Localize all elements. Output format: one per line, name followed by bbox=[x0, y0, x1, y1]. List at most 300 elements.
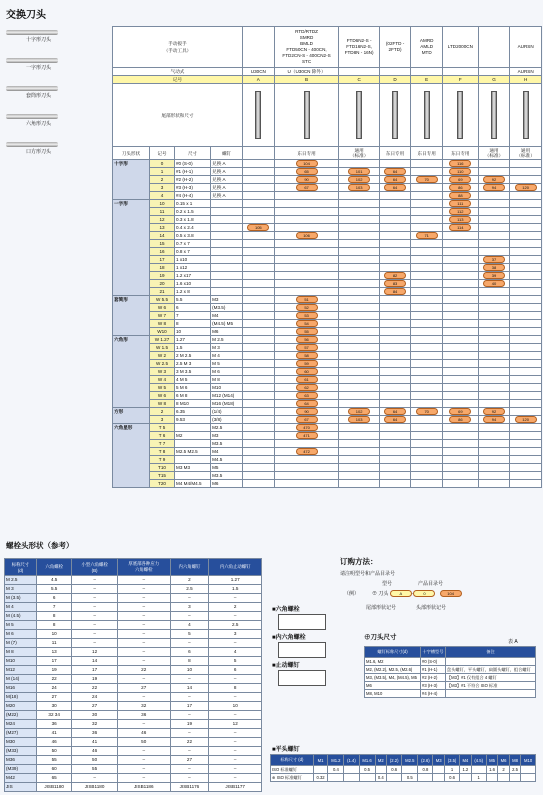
pan-cell: 1 bbox=[471, 774, 486, 782]
catalog-number: 471 bbox=[296, 432, 318, 439]
legend-label: 一字形刀头 bbox=[26, 65, 52, 71]
catalog-cell bbox=[510, 368, 542, 376]
catalog-cell bbox=[274, 416, 339, 424]
pan-size: (2.6) bbox=[418, 755, 433, 766]
bolt-row bbox=[5, 783, 262, 792]
catalog-cell bbox=[478, 416, 510, 424]
table-row bbox=[113, 432, 542, 440]
bolt-cell: 27 bbox=[170, 756, 209, 765]
table-row bbox=[113, 312, 542, 320]
pan-row bbox=[271, 766, 536, 774]
catalog-cell bbox=[274, 256, 339, 264]
pan-screw-label: 平头螺钉 bbox=[275, 747, 300, 753]
catalog-cell bbox=[339, 328, 379, 336]
bolt-cell: – bbox=[117, 720, 170, 729]
bit-code: T20 bbox=[150, 480, 175, 488]
pan-cell: 1.6 bbox=[486, 766, 498, 774]
catalog-cell bbox=[411, 352, 443, 360]
catalog-cell bbox=[443, 368, 479, 376]
catalog-cell bbox=[411, 208, 443, 216]
catalog-cell bbox=[443, 232, 479, 240]
bolt-row bbox=[5, 621, 262, 630]
page-title: 交换刀头 bbox=[6, 10, 46, 21]
catalog-cell bbox=[379, 264, 411, 272]
catalog-cell bbox=[510, 424, 542, 432]
catalog-cell bbox=[478, 208, 510, 216]
legend-label: 口方形刀头 bbox=[26, 149, 52, 155]
table-row bbox=[113, 392, 542, 400]
bolt-cell: 41 bbox=[37, 729, 72, 738]
catalog-cell bbox=[274, 160, 339, 168]
legend-item bbox=[4, 52, 112, 72]
bit-code: T15 bbox=[150, 472, 175, 480]
bolt-cell: M 6 bbox=[5, 630, 37, 639]
bit-screw: M3 bbox=[211, 296, 243, 304]
bit-code: 0 bbox=[150, 160, 175, 168]
catalog-cell bbox=[510, 336, 542, 344]
bit-screw: M10 bbox=[211, 384, 243, 392]
catalog-cell bbox=[243, 424, 275, 432]
bolt-row bbox=[5, 756, 262, 765]
catalog-number: 106 bbox=[296, 232, 318, 239]
bit-size-cell bbox=[445, 658, 535, 666]
table-row bbox=[113, 344, 542, 352]
catalog-cell bbox=[339, 400, 379, 408]
order-example: （例） bbox=[344, 591, 360, 597]
tool-cell: LTD2000CN bbox=[443, 27, 479, 68]
catalog-cell bbox=[510, 456, 542, 464]
bit-code: 2 bbox=[150, 408, 175, 416]
bolt-cell: M(18) bbox=[5, 693, 37, 702]
bolt-cell: – bbox=[72, 594, 118, 603]
bolt-cell: 55 bbox=[72, 765, 118, 774]
table-row bbox=[113, 368, 542, 376]
catalog-cell bbox=[510, 384, 542, 392]
pan-cell bbox=[328, 774, 344, 782]
bolt-cell: 27 bbox=[117, 684, 170, 693]
bit-code: 2 bbox=[150, 176, 175, 184]
table-row bbox=[113, 480, 542, 488]
bolt-cell: – bbox=[117, 621, 170, 630]
catalog-cell bbox=[379, 200, 411, 208]
catalog-cell bbox=[443, 280, 479, 288]
order-sample-code: A bbox=[390, 590, 412, 597]
catalog-cell bbox=[443, 376, 479, 384]
catalog-cell bbox=[443, 328, 479, 336]
bit-screw: M4.5 bbox=[211, 456, 243, 464]
bit-code: W 3 bbox=[150, 368, 175, 376]
bit-code: 10 bbox=[150, 200, 175, 208]
order-desc: 请注明型号和产品目录号 bbox=[340, 571, 396, 577]
catalog-cell bbox=[274, 240, 339, 248]
catalog-cell bbox=[478, 456, 510, 464]
bolt-cell: 30 bbox=[37, 702, 72, 711]
bit-code: 17 bbox=[150, 256, 175, 264]
catalog-cell bbox=[478, 464, 510, 472]
catalog-number: 59 bbox=[296, 360, 318, 367]
pan-cell: 0.6 bbox=[387, 766, 402, 774]
catalog-cell bbox=[443, 456, 479, 464]
catalog-number: 60 bbox=[296, 368, 318, 375]
pan-size: M1 bbox=[313, 755, 328, 766]
table-row bbox=[113, 272, 542, 280]
catalog-cell bbox=[243, 448, 275, 456]
catalog-cell bbox=[339, 320, 379, 328]
catalog-cell bbox=[379, 376, 411, 384]
bit-screw bbox=[211, 288, 243, 296]
catalog-cell bbox=[274, 312, 339, 320]
bolt-cell: 2.5 bbox=[209, 621, 262, 630]
bit-code: T10 bbox=[150, 464, 175, 472]
pan-size: M2.5 bbox=[402, 755, 418, 766]
bit-screw: M 3 bbox=[211, 344, 243, 352]
catalog-number: 83 bbox=[384, 280, 406, 287]
catalog-cell bbox=[339, 424, 379, 432]
bit-code: 19 bbox=[150, 272, 175, 280]
catalog-number: 110 bbox=[449, 168, 471, 175]
bolt-cell: – bbox=[117, 765, 170, 774]
catalog-cell bbox=[411, 480, 443, 488]
catalog-cell bbox=[379, 360, 411, 368]
catalog-cell bbox=[243, 224, 275, 232]
catalog-cell bbox=[411, 432, 443, 440]
code-cell: B bbox=[274, 76, 339, 84]
catalog-number: 112 bbox=[449, 208, 471, 215]
catalog-number: 39 bbox=[483, 272, 505, 279]
catalog-number: 54 bbox=[296, 320, 318, 327]
catalog-cell bbox=[274, 224, 339, 232]
bit-code: W 5 bbox=[150, 384, 175, 392]
bolt-cell: – bbox=[117, 648, 170, 657]
shank-drawing bbox=[443, 84, 479, 147]
catalog-cell bbox=[274, 200, 339, 208]
catalog-cell bbox=[411, 304, 443, 312]
usage-cell: 通用 （标准） bbox=[510, 147, 542, 160]
catalog-cell bbox=[243, 232, 275, 240]
catalog-cell bbox=[411, 456, 443, 464]
bolt-row bbox=[5, 711, 262, 720]
bolt-cell: – bbox=[72, 603, 118, 612]
catalog-cell bbox=[443, 304, 479, 312]
bolt-column-header: 内六角螺钉 bbox=[170, 559, 209, 576]
catalog-cell bbox=[443, 464, 479, 472]
order-sample-no: 0 bbox=[413, 590, 435, 597]
bolt-cell: – bbox=[117, 756, 170, 765]
bolt-cell: – bbox=[170, 612, 209, 621]
catalog-cell bbox=[243, 200, 275, 208]
bolt-cell: M (3.5) bbox=[5, 594, 37, 603]
bolt-cell: JIS bbox=[5, 783, 37, 792]
bolt-cell: 5 bbox=[170, 630, 209, 639]
table-row bbox=[113, 352, 542, 360]
catalog-cell bbox=[443, 344, 479, 352]
catalog-cell bbox=[510, 440, 542, 448]
catalog-cell bbox=[243, 208, 275, 216]
catalog-cell bbox=[243, 344, 275, 352]
bit-screw: M 5 bbox=[211, 360, 243, 368]
tools-row bbox=[113, 27, 542, 68]
bolt-cell: – bbox=[117, 657, 170, 666]
catalog-cell bbox=[411, 168, 443, 176]
bit-size-cell: #3 (H-3) bbox=[421, 682, 446, 690]
set-screw-drawing bbox=[278, 670, 326, 686]
catalog-cell bbox=[274, 472, 339, 480]
bolt-cell: – bbox=[117, 576, 170, 585]
table-row bbox=[113, 448, 542, 456]
catalog-cell bbox=[411, 256, 443, 264]
catalog-number: 82 bbox=[384, 272, 406, 279]
catalog-cell bbox=[510, 344, 542, 352]
bolt-cell: – bbox=[117, 585, 170, 594]
catalog-cell bbox=[478, 160, 510, 168]
catalog-cell bbox=[411, 224, 443, 232]
bolt-cell: 27 bbox=[37, 693, 72, 702]
catalog-cell bbox=[411, 264, 443, 272]
table-row bbox=[113, 160, 542, 168]
catalog-cell bbox=[510, 320, 542, 328]
catalog-number: 64 bbox=[384, 184, 406, 191]
tool-cell: AMRD AMLD MTD bbox=[411, 27, 443, 68]
catalog-number: 84 bbox=[384, 288, 406, 295]
bolt-cell: 10 bbox=[209, 702, 262, 711]
hex-bolt-drawing bbox=[278, 614, 326, 630]
bit-screw bbox=[211, 264, 243, 272]
bit-code: W 8 bbox=[150, 400, 175, 408]
catalog-cell bbox=[274, 176, 339, 184]
order-model-label: 型号 bbox=[382, 581, 393, 587]
table-row bbox=[113, 208, 542, 216]
bolt-row bbox=[5, 702, 262, 711]
bit-screw bbox=[211, 200, 243, 208]
catalog-cell bbox=[243, 248, 275, 256]
catalog-number: 104 bbox=[296, 160, 318, 167]
bit-size: 0.5 x 3.8 bbox=[175, 232, 211, 240]
catalog-number: 88 bbox=[449, 192, 471, 199]
catalog-cell bbox=[243, 416, 275, 424]
catalog-cell bbox=[478, 368, 510, 376]
catalog-cell bbox=[274, 320, 339, 328]
bit-size: 8 M10 bbox=[175, 400, 211, 408]
model-row-cell: AURSN bbox=[510, 68, 542, 76]
bit-screw bbox=[211, 280, 243, 288]
bolt-cell: – bbox=[72, 585, 118, 594]
catalog-number: 86 bbox=[449, 416, 471, 423]
catalog-number: 64 bbox=[384, 408, 406, 415]
catalog-cell bbox=[243, 288, 275, 296]
bolt-cell: M30 bbox=[5, 738, 37, 747]
bolt-cell: – bbox=[209, 738, 262, 747]
bolt-cell: 19 bbox=[37, 666, 72, 675]
pan-cell: 0.4 bbox=[328, 766, 344, 774]
bolt-cell: – bbox=[170, 639, 209, 648]
legend-item bbox=[4, 80, 112, 100]
code-cell: E bbox=[411, 76, 443, 84]
catalog-cell bbox=[274, 424, 339, 432]
pan-row-label: ISO 标准螺钉 bbox=[271, 766, 314, 774]
catalog-cell bbox=[443, 312, 479, 320]
model-row-label: 气动式 bbox=[113, 68, 243, 76]
catalog-cell bbox=[339, 272, 379, 280]
catalog-cell bbox=[379, 184, 411, 192]
catalog-cell bbox=[443, 216, 479, 224]
catalog-cell bbox=[274, 448, 339, 456]
bit-code: 21 bbox=[150, 288, 175, 296]
bit-screw: (1/4) bbox=[211, 408, 243, 416]
catalog-cell bbox=[443, 200, 479, 208]
bit-code: T 6 bbox=[150, 432, 175, 440]
pan-cell bbox=[344, 774, 359, 782]
catalog-cell bbox=[379, 352, 411, 360]
bit-size: 5.5 bbox=[175, 296, 211, 304]
pan-cell: 0.5 bbox=[402, 774, 418, 782]
bolt-cell: 24 bbox=[37, 684, 72, 693]
catalog-cell bbox=[443, 392, 479, 400]
catalog-cell bbox=[510, 448, 542, 456]
bolt-cell: 4.5 bbox=[37, 576, 72, 585]
catalog-cell bbox=[339, 312, 379, 320]
catalog-number: 113 bbox=[449, 216, 471, 223]
order-section bbox=[270, 548, 538, 788]
catalog-cell bbox=[339, 264, 379, 272]
bit-size: 1.27 bbox=[175, 336, 211, 344]
bolt-cell: 8 bbox=[37, 612, 72, 621]
bit-code: W 1.27 bbox=[150, 336, 175, 344]
pan-cell bbox=[375, 766, 387, 774]
bit-screw: M 6 bbox=[211, 368, 243, 376]
bolt-cell: 6 bbox=[209, 666, 262, 675]
bolt-cell: M (4.5) bbox=[5, 612, 37, 621]
catalog-cell bbox=[443, 440, 479, 448]
pan-cell bbox=[433, 766, 445, 774]
catalog-cell bbox=[274, 400, 339, 408]
hex-bolt-label: 六角螺栓 bbox=[275, 607, 300, 613]
tool-cell bbox=[478, 27, 510, 68]
catalog-cell bbox=[243, 192, 275, 200]
catalog-cell bbox=[510, 272, 542, 280]
bit-size: 1 x12 bbox=[175, 264, 211, 272]
catalog-cell bbox=[510, 232, 542, 240]
set-screw-label: 止动螺钉 bbox=[275, 663, 300, 669]
bolt-cell: – bbox=[117, 675, 170, 684]
catalog-cell bbox=[510, 256, 542, 264]
bit-screw: M3 bbox=[211, 432, 243, 440]
catalog-number: 116 bbox=[449, 160, 471, 167]
table-row bbox=[113, 360, 542, 368]
bolt-cell: 1.5 bbox=[209, 585, 262, 594]
model-row-cell: U（U30CN 除外） bbox=[274, 68, 339, 76]
bolt-cell: M36 bbox=[5, 756, 37, 765]
catalog-cell bbox=[443, 480, 479, 488]
catalog-cell bbox=[243, 280, 275, 288]
catalog-cell bbox=[274, 360, 339, 368]
catalog-number: 70 bbox=[416, 408, 438, 415]
catalog-cell bbox=[411, 344, 443, 352]
bolt-cell: – bbox=[209, 756, 262, 765]
table-row bbox=[113, 176, 542, 184]
catalog-cell bbox=[443, 352, 479, 360]
catalog-cell bbox=[478, 360, 510, 368]
catalog-number: 65 bbox=[296, 168, 318, 175]
bolt-cell: 27 bbox=[72, 702, 118, 711]
bit-screw: M 4 bbox=[211, 352, 243, 360]
catalog-cell bbox=[243, 296, 275, 304]
catalog-cell bbox=[478, 224, 510, 232]
bolt-column-header: 六角螺栓 bbox=[37, 559, 72, 576]
model-row-cell: U30CN bbox=[243, 68, 275, 76]
catalog-cell bbox=[274, 456, 339, 464]
bit-size: 6 bbox=[175, 304, 211, 312]
pan-cell bbox=[460, 774, 472, 782]
table-row bbox=[113, 424, 542, 432]
catalog-number: 114 bbox=[449, 224, 471, 231]
catalog-cell bbox=[243, 320, 275, 328]
pan-cell bbox=[521, 766, 536, 774]
catalog-cell bbox=[443, 272, 479, 280]
bolt-cell: (M22) bbox=[5, 711, 37, 720]
bit-code: T 5 bbox=[150, 424, 175, 432]
catalog-cell bbox=[379, 256, 411, 264]
bolt-column-header: 小型六角螺栓 (B) bbox=[72, 559, 118, 576]
bolt-cell: 50 bbox=[37, 747, 72, 756]
catalog-cell bbox=[478, 248, 510, 256]
bolt-cell: M10 bbox=[5, 657, 37, 666]
catalog-cell bbox=[510, 296, 542, 304]
catalog-cell bbox=[411, 400, 443, 408]
pan-cell bbox=[402, 766, 418, 774]
column-header: 尺寸 bbox=[175, 147, 211, 160]
catalog-cell bbox=[339, 464, 379, 472]
bit-size bbox=[175, 456, 211, 464]
pan-size: M6 bbox=[498, 755, 510, 766]
catalog-cell bbox=[510, 160, 542, 168]
bit-screw bbox=[211, 232, 243, 240]
shank-drawing bbox=[411, 84, 443, 147]
bolt-cell: 50 bbox=[117, 738, 170, 747]
catalog-cell bbox=[411, 448, 443, 456]
bolt-cell: – bbox=[209, 675, 262, 684]
pan-screw-title: ■平头螺钉 bbox=[272, 747, 300, 753]
bolt-cell: – bbox=[117, 594, 170, 603]
bolt-cell: JISB1180 bbox=[37, 783, 72, 792]
catalog-cell bbox=[411, 360, 443, 368]
bolt-cell: 12 bbox=[72, 648, 118, 657]
shank-drawing bbox=[510, 84, 542, 147]
bolt-cell: – bbox=[209, 594, 262, 603]
bolt-cell: 36 bbox=[37, 720, 72, 729]
catalog-cell bbox=[510, 464, 542, 472]
bolt-cell: – bbox=[209, 765, 262, 774]
bit-screw: 兑换 A bbox=[211, 160, 243, 168]
catalog-cell bbox=[339, 224, 379, 232]
pan-cell: 0.5 bbox=[359, 766, 375, 774]
legend-label: 套筒形刀头 bbox=[26, 93, 52, 99]
catalog-cell bbox=[510, 200, 542, 208]
catalog-cell bbox=[478, 328, 510, 336]
bit-size: 6 M 8 bbox=[175, 392, 211, 400]
bolt-cell: – bbox=[117, 639, 170, 648]
catalog-cell bbox=[478, 256, 510, 264]
catalog-cell bbox=[379, 424, 411, 432]
bit-code: T 9 bbox=[150, 456, 175, 464]
catalog-number: 64 bbox=[384, 168, 406, 175]
bit-size: #2 (H-2) bbox=[175, 176, 211, 184]
bolt-cell: 2.5 bbox=[170, 585, 209, 594]
table-row bbox=[113, 440, 542, 448]
table-row bbox=[113, 416, 542, 424]
tool-cell: RTD/RTDZ SMRD BMLD FTD50CN - 400CN, FTD2CN-S - 400CN2-S STC bbox=[274, 27, 339, 68]
bit-size-row bbox=[365, 682, 536, 690]
bolt-cell: 30 bbox=[72, 711, 118, 720]
